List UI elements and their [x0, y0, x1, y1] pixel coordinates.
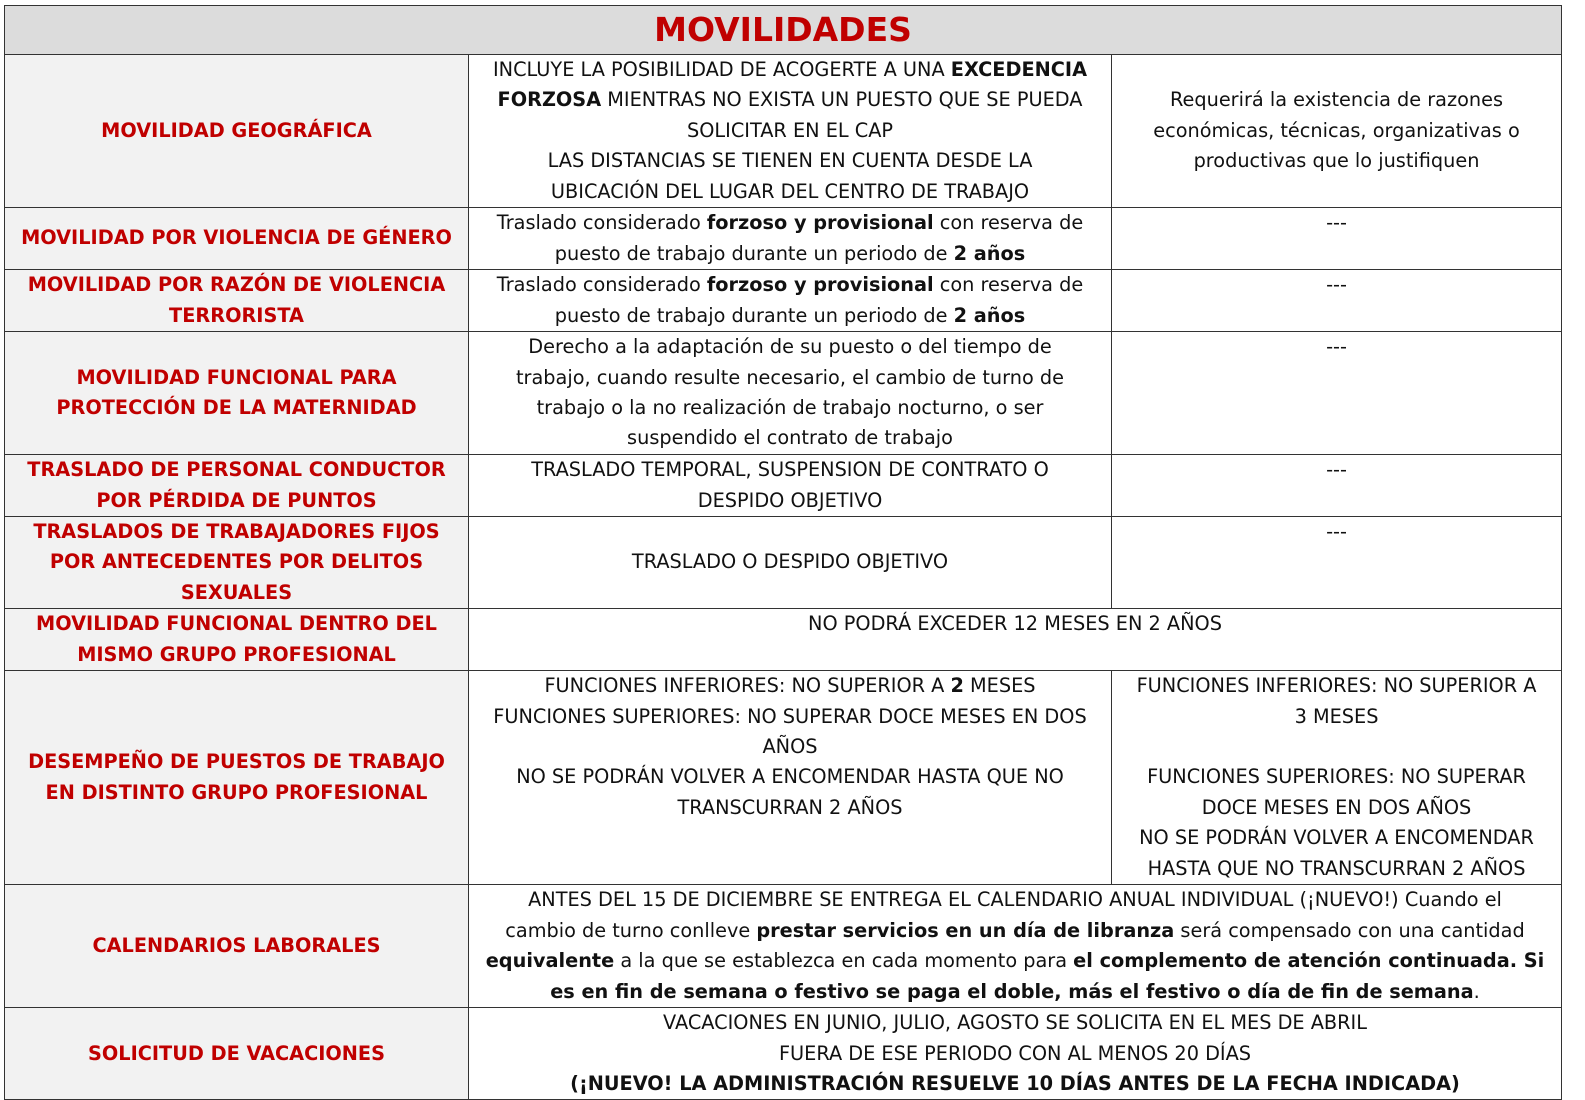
text-line [475, 177, 1105, 207]
text: FUNCIONES INFERIORES: NO SUPERIOR A [1136, 674, 1537, 698]
text: trabajo o la no realización de trabajo nocturno, o ser [536, 396, 1044, 420]
row-detail [469, 270, 1112, 332]
text: puesto de trabajo durante un periodo de [554, 241, 954, 265]
text: suspendido el contrato de trabajo [627, 426, 953, 450]
text-line [475, 762, 1105, 792]
text-line [475, 885, 1555, 915]
text: económicas, técnicas, organizativas o [1153, 118, 1520, 142]
row-label: CALENDARIOS LABORALES [5, 885, 469, 1008]
table-row [5, 55, 1562, 208]
text-line [1118, 854, 1555, 884]
row-label: MOVILIDAD GEOGRÁFICA [5, 55, 469, 208]
row-note [1112, 208, 1562, 270]
text-line [475, 793, 1105, 823]
text-line [475, 239, 1105, 269]
text: NO SE PODRÁN VOLVER A ENCOMENDAR HASTA QUE NO [516, 765, 1064, 789]
text: DOCE MESES EN DOS AÑOS [1201, 795, 1472, 819]
text-line [475, 702, 1105, 732]
text-line [475, 270, 1105, 300]
text-line [475, 455, 1105, 485]
text-line [475, 732, 1105, 762]
row-detail [469, 208, 1112, 270]
text: FUNCIONES SUPERIORES: NO SUPERAR DOCE MESES EN DOS [493, 704, 1087, 728]
text-line [475, 946, 1555, 976]
row-label: TRASLADO DE PERSONAL CONDUCTOR POR PÉRDIDA DE PUNTOS [5, 455, 469, 517]
text-line [1118, 517, 1555, 547]
bold-text: el complemento de atención continuada. Si [1073, 949, 1545, 973]
text-line [475, 486, 1105, 516]
bold-text: equivalente [485, 949, 615, 973]
table-row [5, 1008, 1562, 1100]
text-line [475, 332, 1105, 362]
text: FUNCIONES SUPERIORES: NO SUPERAR [1147, 765, 1526, 789]
row-detail [469, 517, 1112, 609]
text: a la que se establezca en cada momento para [614, 949, 1074, 973]
text-line [475, 146, 1105, 176]
row-note [1112, 671, 1562, 885]
row-label: MOVILIDAD FUNCIONAL PARA PROTECCIÓN DE LA MATERNIDAD [5, 332, 469, 455]
text: 3 MESES [1294, 704, 1379, 728]
text-line [1118, 332, 1555, 362]
text-line [1118, 208, 1555, 238]
text-line [1118, 455, 1555, 485]
text-line [1118, 732, 1555, 762]
text-line [475, 609, 1555, 639]
text-line [475, 116, 1105, 146]
text-line [1118, 823, 1555, 853]
text: MESES [963, 674, 1036, 698]
movilidades-table [4, 5, 1562, 1100]
text: --- [1326, 458, 1347, 482]
text-line [475, 1069, 1555, 1099]
text-line [475, 671, 1105, 701]
text-line [1118, 762, 1555, 792]
text-line [475, 916, 1555, 946]
text: . [1473, 979, 1480, 1003]
bold-text: (¡NUEVO! LA ADMINISTRACIÓN RESUELVE 10 DÍAS ANTES DE LA FECHA INDICADA) [570, 1072, 1460, 1096]
row-detail [469, 609, 1562, 671]
bold-text: prestar servicios en un día de libranza [756, 918, 1175, 942]
row-note [1112, 455, 1562, 517]
text: DESPIDO OBJETIVO [697, 488, 883, 512]
bold-text: 2 años [953, 303, 1026, 327]
text: LAS DISTANCIAS SE TIENEN EN CUENTA DESDE LA [547, 149, 1033, 173]
text-line [1118, 702, 1555, 732]
row-note [1112, 332, 1562, 455]
text: FUNCIONES INFERIORES: NO SUPERIOR A [544, 674, 951, 698]
row-detail [469, 455, 1112, 517]
bold-text: 2 [950, 674, 964, 698]
text: TRANSCURRAN 2 AÑOS [677, 795, 903, 819]
table-row [5, 517, 1562, 609]
table-title: MOVILIDADES [5, 6, 1562, 55]
text-line [475, 1039, 1555, 1069]
text-line [1118, 146, 1555, 176]
row-note [1112, 517, 1562, 609]
text-line [475, 977, 1555, 1007]
text: SOLICITAR EN EL CAP [686, 118, 894, 142]
text-line [475, 55, 1105, 85]
text-line [475, 393, 1105, 423]
text: VACACIONES EN JUNIO, JULIO, AGOSTO SE SOLICITA EN EL MES DE ABRIL [663, 1011, 1367, 1035]
text: NO SE PODRÁN VOLVER A ENCOMENDAR [1139, 826, 1534, 850]
row-label: SOLICITUD DE VACACIONES [5, 1008, 469, 1100]
text-line [1118, 270, 1555, 300]
text: con reserva de [933, 211, 1084, 235]
text: ANTES DEL 15 DE DICIEMBRE SE ENTREGA EL CALENDARIO ANUAL INDIVIDUAL (¡NUEVO!) Cuando el [528, 888, 1502, 912]
text: puesto de trabajo durante un periodo de [554, 303, 954, 327]
text: NO PODRÁ EXCEDER 12 MESES EN 2 AÑOS [808, 612, 1222, 636]
text: --- [1326, 335, 1347, 359]
text-line [475, 363, 1105, 393]
text: --- [1326, 273, 1347, 297]
row-label: DESEMPEÑO DE PUESTOS DE TRABAJO EN DISTINTO GRUPO PROFESIONAL [5, 671, 469, 885]
text-line [1118, 85, 1555, 115]
bold-text: es en fin de semana o festivo se paga el doble, más el festivo o día de fin de semana [550, 979, 1474, 1003]
title-row [5, 6, 1562, 55]
row-detail [469, 55, 1112, 208]
text-line [1118, 671, 1555, 701]
row-note [1112, 270, 1562, 332]
text: trabajo, cuando resulte necesario, el cambio de turno de [516, 365, 1064, 389]
text: MIENTRAS NO EXISTA UN PUESTO QUE SE PUEDA [601, 88, 1083, 112]
text-line [475, 547, 1105, 577]
text: INCLUYE LA POSIBILIDAD DE ACOGERTE A UNA [492, 58, 951, 81]
text: --- [1326, 520, 1347, 544]
text-line [475, 301, 1105, 331]
row-detail [469, 1008, 1562, 1100]
bold-text: FORZOSA [497, 88, 602, 112]
text: cambio de turno conlleve [505, 918, 757, 942]
table-row [5, 455, 1562, 517]
table-row [5, 609, 1562, 671]
text: AÑOS [762, 735, 818, 759]
movilidades-sheet [4, 5, 1561, 1100]
text: productivas que lo justifiquen [1193, 149, 1480, 173]
table-row [5, 885, 1562, 1008]
text: FUERA DE ESE PERIODO CON AL MENOS 20 DÍAS [778, 1041, 1252, 1065]
table-row [5, 208, 1562, 270]
text: HASTA QUE NO TRANSCURRAN 2 AÑOS [1147, 856, 1526, 880]
text: con reserva de [933, 273, 1084, 297]
bold-text: forzoso y provisional [706, 211, 934, 235]
text-line [475, 1008, 1555, 1038]
row-detail [469, 671, 1112, 885]
text: será compensado con una cantidad [1174, 918, 1525, 942]
text: UBICACIÓN DEL LUGAR DEL CENTRO DE TRABAJO [550, 179, 1030, 203]
text: Derecho a la adaptación de su puesto o del tiempo de [528, 335, 1052, 359]
bold-text: forzoso y provisional [706, 273, 934, 297]
row-label: TRASLADOS DE TRABAJADORES FIJOS POR ANTECEDENTES POR DELITOS SEXUALES [5, 517, 469, 609]
table-row [5, 270, 1562, 332]
text-line [475, 85, 1105, 115]
bold-text: EXCEDENCIA [950, 58, 1088, 81]
table-row [5, 671, 1562, 885]
bold-text: 2 años [953, 241, 1026, 265]
row-label: MOVILIDAD POR RAZÓN DE VIOLENCIA TERRORISTA [5, 270, 469, 332]
text: Requerirá la existencia de razones [1169, 88, 1504, 112]
row-note [1112, 55, 1562, 208]
row-detail [469, 885, 1562, 1008]
row-label: MOVILIDAD POR VIOLENCIA DE GÉNERO [5, 208, 469, 270]
row-label: MOVILIDAD FUNCIONAL DENTRO DEL MISMO GRUPO PROFESIONAL [5, 609, 469, 671]
text-line [475, 423, 1105, 453]
text: Traslado considerado [496, 273, 707, 297]
text: TRASLADO TEMPORAL, SUSPENSION DE CONTRATO O [531, 458, 1049, 482]
text: --- [1326, 211, 1347, 235]
row-detail [469, 332, 1112, 455]
text: Traslado considerado [496, 211, 707, 235]
table-row [5, 332, 1562, 455]
text-line [1118, 793, 1555, 823]
text-line [1118, 116, 1555, 146]
text-line [475, 208, 1105, 238]
text: TRASLADO O DESPIDO OBJETIVO [631, 550, 949, 574]
